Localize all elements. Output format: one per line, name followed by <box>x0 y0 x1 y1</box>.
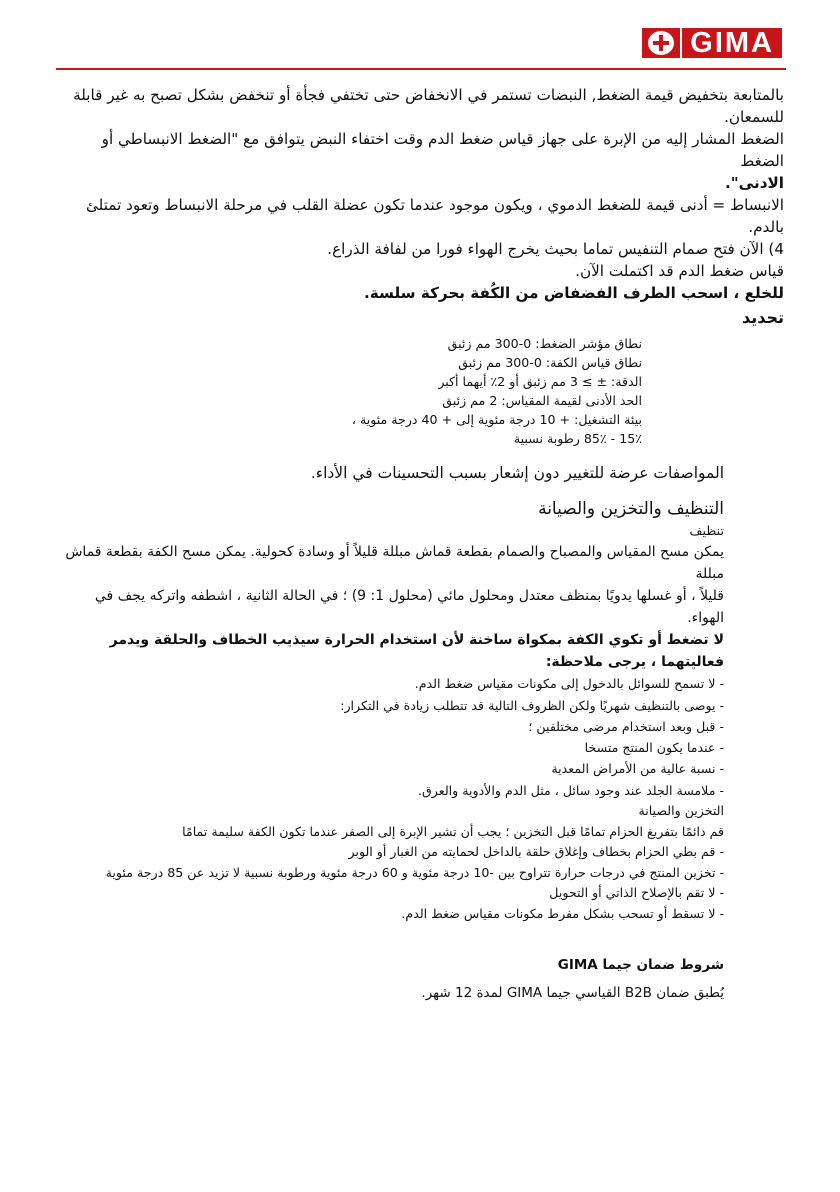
page-header <box>0 0 840 68</box>
spec-item: نطاق مؤشر الضغط: 0-300 مم زئبق <box>447 336 642 351</box>
spec-item: نطاق قياس الكفة: 0-300 مم زئبق <box>458 355 642 370</box>
intro-line: قياس ضغط الدم قد اكتملت الآن. <box>575 262 784 280</box>
header-divider <box>56 68 786 70</box>
cleaning-body-line: قليلاً ، أو غسلها يدويًا بمنظف معتدل ومحلول مائي (محلول 1: 9) ؛ في الحالة الثانية ، اشطفه واتركه يجف في الهواء. <box>94 588 724 627</box>
spec-item: بيئة التشغيل: + 10 درجة مئوية إلى + 40 درجة مئوية ، <box>351 412 642 427</box>
storage-item: - لا تقم بالإصلاح الذاتي أو التحويل <box>549 885 724 901</box>
cleaning-bullet: - ملامسة الجلد عند وجود سائل ، مثل الدم والأدوية والعرق. <box>418 782 724 798</box>
intro-line: الانبساط = أدنى قيمة للضغط الدموي ، ويكون موجود عندما تكون عضلة القلب في مرحلة الانبساط وتعود تمتلئ بالدم. <box>86 196 784 236</box>
intro-line: الادنى". <box>724 174 784 192</box>
cleaning-bullet: - لا تسمح للسوائل بالدخول إلى مكونات مقياس ضغط الدم. <box>414 676 724 692</box>
cleaning-bullet: - يوصى بالتنظيف شهريًا ولكن الظروف التالية قد تتطلب زيادة في التكرار: <box>340 697 724 713</box>
gima-logo <box>642 28 782 58</box>
storage-subheading: التخزين والصيانة <box>638 803 724 819</box>
page-content <box>58 84 784 1004</box>
spec-item: 15٪ - 85٪ رطوبة نسبية <box>513 431 642 446</box>
storage-item: - لا تسقط أو تسحب بشكل مفرط مكونات مقياس ضغط الدم. <box>401 906 724 922</box>
spec-item: الدقة: ± ≥ 3 مم زئبق أو 2٪ أيهما أكبر <box>438 374 642 389</box>
cleaning-subheading: تنظيف <box>689 523 724 538</box>
cleaning-bullet: - نسبة عالية من الأمراض المعدية <box>551 761 724 777</box>
spec-item: الحد الأدنى لقيمة المقياس: 2 مم زئبق <box>442 393 642 408</box>
warranty-heading: شروط ضمان جيما GIMA <box>557 956 724 973</box>
intro-line: بالمتابعة بتخفيض قيمة الضغط, النبضات تستمر في الانخفاض حتى تختفي فجأة أو تنخفض بشكل تصبح به غير قابلة <box>73 86 784 104</box>
cleaning-body-line: لا تضغط أو تكوي الكفة بمكواة ساخنة لأن استخدام الحرارة سيذيب الخطاف والحلقة ويدمر فعاليتهما ، يرجى ملاحظة: <box>109 632 724 671</box>
storage-item: - قم بطي الحزام بخطاف وإغلاق حلقة بالداخل لحمايته من الغبار أو الوبر <box>348 844 724 860</box>
logo-text: GIMA <box>682 28 782 58</box>
specs-heading: تحديد <box>741 308 784 327</box>
storage-item: قم دائمًا بتفريغ الحزام تمامًا قبل التخزين ؛ يجب أن تشير الإبرة إلى الصفر عندما تكون الكفة سليمة تمامًا <box>182 823 724 839</box>
warranty-text: يُطبق ضمان B2B القياسي جيما GIMA لمدة 12 شهر. <box>421 985 724 1002</box>
cleaning-bullet: - عندما يكون المنتج متسخا <box>584 740 724 756</box>
storage-item: - تخزين المنتج في درجات حرارة تتراوح بين -10 درجة مئوية و 60 درجة مئوية ورطوبة نسبية لا تزيد عن 85 درجة مئوية <box>105 864 724 880</box>
intro-line: 4) الآن فتح صمام التنفيس تماما بحيث يخرج الهواء فورا من لفافة الذراع. <box>327 240 784 258</box>
specs-note: المواصفات عرضة للتغيير دون إشعار بسبب التحسينات في الأداء. <box>310 464 724 482</box>
medical-cross-icon <box>642 28 680 58</box>
cleaning-heading: التنظيف والتخزين والصيانة <box>538 499 724 519</box>
intro-line: للخلع ، اسحب الطرف الفضفاض من الكُفة بحركة سلسة. <box>364 284 784 302</box>
cleaning-body-line: يمكن مسح المقياس والمصباح والصمام بقطعة قماش مبللة قليلاً أو وسادة كحولية. يمكن مسح الكفة بقطعة قماش مبللة <box>65 544 724 583</box>
intro-line: للسمعان. <box>724 108 784 126</box>
cleaning-bullet: - قبل وبعد استخدام مرضى مختلفين ؛ <box>528 718 724 734</box>
intro-line: الضغط المشار إليه من الإبرة على جهاز قياس ضغط الدم وقت اختفاء النبض يتوافق مع "الضغط الانبساطي أو الضغط <box>101 130 784 170</box>
